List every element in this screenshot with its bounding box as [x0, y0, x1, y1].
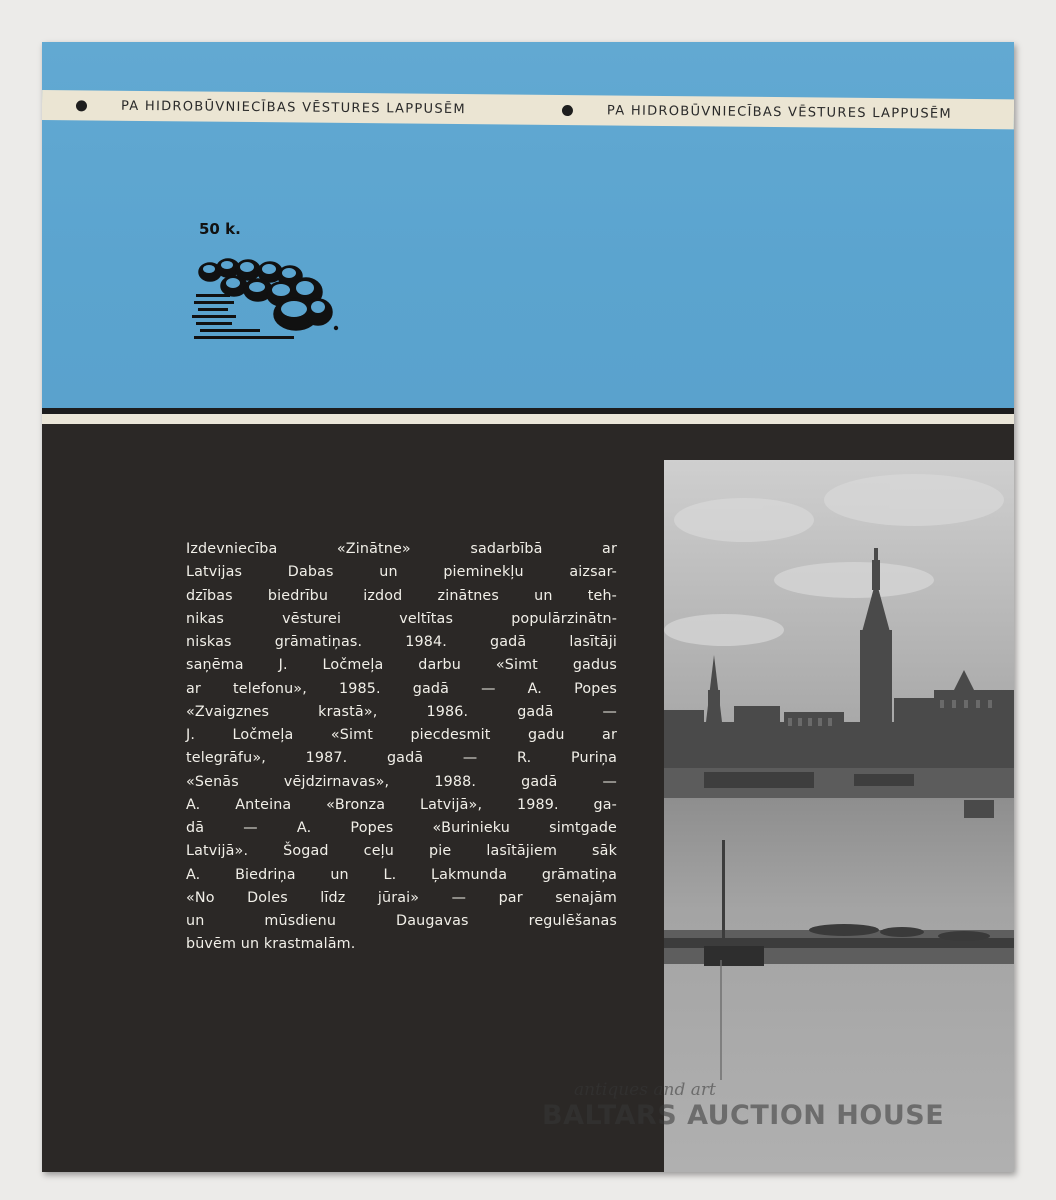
- riga-riverside-photo-icon: [664, 460, 1014, 1172]
- watermark-subtitle: antiques and art: [574, 1080, 716, 1100]
- zinatne-publisher-logo-icon: [192, 254, 342, 344]
- description-line: un mūsdienu Daugavas regulēšanas: [186, 913, 617, 929]
- description-line: Latvijas Dabas un pieminekļu aizsar-: [186, 564, 617, 581]
- description-line: dā — A. Popes «Burinieku simtgade: [186, 820, 617, 836]
- series-title-right: PA HIDROBŪVNIECĪBAS VĒSTURES LAPPUSĒM: [606, 102, 953, 122]
- book-back-cover: [42, 42, 1014, 1172]
- price-label: 50 k.: [199, 220, 241, 238]
- description-line: saņēma J. Ločmeļa darbu «Simt gadus: [186, 657, 617, 674]
- description-text-block: [186, 538, 617, 957]
- description-line: Latvijā». Šogad ceļu pie lasītājiem sāk: [186, 843, 617, 860]
- description-line: «Senās vējdzirnavas», 1988. gadā —: [186, 773, 617, 790]
- riga-riverside-photo: [664, 460, 1014, 1172]
- description-line: J. Ločmeļa «Simt piecdesmit gadu ar: [186, 727, 617, 743]
- watermark-title: BALTARS AUCTION HOUSE: [542, 1100, 945, 1131]
- blue-cover-area: [42, 42, 1014, 408]
- description-line: Izdevniecība «Zinātne» sadarbībā ar: [186, 541, 617, 557]
- description-line: «No Doles līdz jūrai» — par senajām: [186, 889, 617, 906]
- bullet-dot-icon: [76, 100, 87, 111]
- description-line: telegrāfu», 1987. gadā — R. Puriņa: [186, 750, 617, 767]
- description-line: dzības biedrību izdod zinātnes un teh-: [186, 587, 617, 604]
- cover-divider-light: [42, 414, 1014, 424]
- description-line: niskas grāmatiņas. 1984. gadā lasītāji: [186, 634, 617, 650]
- description-line: A. Anteina «Bronza Latvijā», 1989. ga-: [186, 796, 617, 813]
- series-strip-segment-right: [528, 102, 1014, 122]
- bullet-dot-icon: [562, 104, 573, 115]
- description-line: A. Biedriņa un L. Ļakmunda grāmatiņa: [186, 866, 617, 883]
- description-line: «Zvaigznes krastā», 1986. gadā —: [186, 703, 617, 720]
- series-title-left: PA HIDROBŪVNIECĪBAS VĒSTURES LAPPUSĒM: [120, 98, 467, 117]
- description-line: ar telefonu», 1985. gadā — A. Popes: [186, 680, 617, 697]
- series-strip: [42, 90, 1014, 129]
- auction-house-watermark: [534, 1080, 974, 1140]
- description-line: būvēm un krastmalām.: [186, 936, 356, 953]
- description-line: nikas vēsturei veltītas populārzinātn-: [186, 610, 617, 627]
- series-strip-segment-left: [42, 98, 528, 118]
